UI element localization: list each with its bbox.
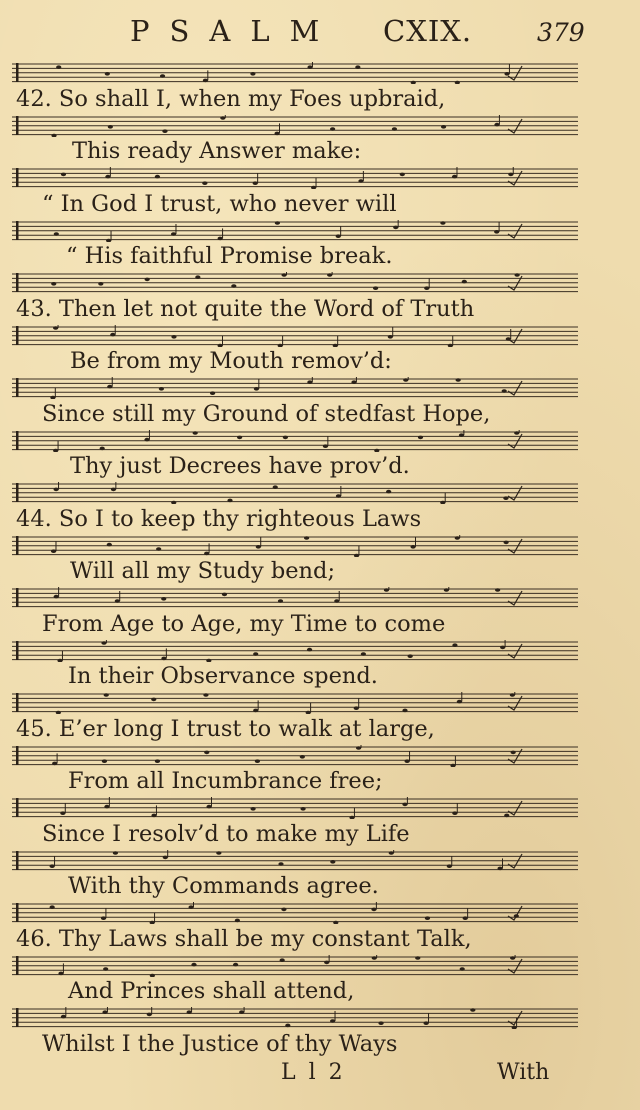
note-head: [54, 488, 59, 492]
note-head: [102, 759, 107, 763]
lyric-line: “ In God I trust, who never will: [42, 191, 397, 217]
note-head: [273, 485, 278, 489]
note-head: [239, 1010, 244, 1014]
note-head: [110, 333, 115, 337]
music-staff: [12, 955, 578, 977]
music-staff: [12, 167, 578, 189]
note-head: [54, 595, 59, 599]
staff-svg: [12, 325, 578, 347]
running-title: PSALM: [130, 14, 340, 48]
note-head: [162, 129, 167, 133]
note-head: [161, 657, 166, 661]
catchword: With: [497, 1060, 550, 1085]
note-head: [300, 755, 305, 759]
staff-svg: [12, 62, 578, 84]
note-head: [440, 221, 445, 225]
note-head: [103, 967, 108, 971]
note-head: [405, 759, 410, 763]
note-head: [384, 588, 389, 592]
lyric-line: 45. E’er long I trust to walk at large,: [16, 716, 435, 742]
note-head: [424, 1021, 429, 1025]
clef-mark: [16, 641, 19, 660]
music-staff: [12, 325, 578, 347]
note-head: [441, 125, 446, 129]
note-head: [51, 549, 56, 553]
music-staff: [12, 692, 578, 714]
note-head: [50, 864, 55, 868]
note-head: [300, 807, 305, 811]
note-head: [54, 232, 59, 236]
note-head: [101, 916, 106, 920]
note-head: [351, 380, 356, 384]
staff-svg: [12, 482, 578, 504]
note-head: [278, 599, 283, 603]
music-staff: [12, 745, 578, 767]
note-head: [510, 956, 515, 960]
note-head: [323, 444, 328, 448]
note-head: [204, 751, 209, 755]
note-head: [280, 958, 285, 962]
note-head: [144, 438, 149, 442]
lyric-line: In their Observance spend.: [68, 663, 378, 689]
note-head: [336, 234, 341, 238]
note-head: [235, 919, 240, 923]
staff-svg: [12, 850, 578, 872]
note-head: [151, 814, 156, 818]
note-head: [104, 693, 109, 697]
note-head: [253, 181, 258, 185]
lyric-line: Since still my Ground of stedfast Hope,: [42, 401, 491, 427]
note-head: [470, 1008, 475, 1012]
note-head: [327, 273, 332, 277]
note-head: [452, 811, 457, 815]
lyric-line: This ready Answer make:: [72, 138, 362, 164]
clef-mark: [16, 378, 19, 397]
clef-mark: [16, 798, 19, 817]
clef-mark: [16, 273, 19, 292]
note-head: [203, 79, 208, 83]
note-head: [231, 284, 236, 288]
note-head: [151, 698, 156, 702]
music-staff: [12, 1007, 578, 1029]
note-head: [459, 433, 464, 437]
note-head: [336, 494, 341, 498]
staff-svg: [12, 640, 578, 662]
clef-mark: [16, 746, 19, 765]
music-staff: [12, 115, 578, 137]
lyric-line: 46. Thy Laws shall be my constant Talk,: [16, 926, 472, 952]
note-head: [58, 972, 63, 976]
note-head: [373, 286, 378, 290]
note-head: [102, 1010, 107, 1014]
music-staff: [12, 535, 578, 557]
staff-svg: [12, 902, 578, 924]
note-head: [253, 709, 258, 713]
note-head: [107, 385, 112, 389]
note-head: [159, 387, 164, 391]
note-head: [392, 127, 397, 131]
note-head: [304, 536, 309, 540]
note-head: [278, 862, 283, 866]
chapter-number: CXIX.: [383, 14, 473, 48]
staff-svg: [12, 377, 578, 399]
note-head: [371, 908, 376, 912]
note-head: [504, 814, 509, 818]
staff-svg: [12, 220, 578, 242]
note-head: [107, 543, 112, 547]
note-head: [274, 132, 279, 136]
note-head: [156, 547, 161, 551]
note-head: [508, 173, 513, 177]
note-head: [356, 746, 361, 750]
lyric-line: With thy Commands agree.: [68, 873, 379, 899]
clef-mark: [16, 851, 19, 870]
note-head: [504, 541, 509, 545]
note-head: [111, 488, 116, 492]
note-head: [402, 709, 407, 713]
note-head: [160, 74, 165, 78]
note-head: [400, 173, 405, 177]
music-staff: [12, 850, 578, 872]
clef-mark: [16, 693, 19, 712]
note-head: [195, 275, 200, 279]
music-staff: [12, 640, 578, 662]
note-head: [456, 378, 461, 382]
note-head: [101, 641, 106, 645]
staff-svg: [12, 955, 578, 977]
note-head: [410, 545, 415, 549]
note-head: [354, 706, 359, 710]
note-head: [250, 72, 255, 76]
note-head: [222, 593, 227, 597]
clef-mark: [16, 536, 19, 555]
note-head: [418, 436, 423, 440]
note-head: [361, 652, 366, 656]
note-head: [495, 588, 500, 592]
music-staff: [12, 377, 578, 399]
lyric-line: 42. So shall I, when my Foes upbraid,: [16, 86, 446, 112]
note-head: [330, 127, 335, 131]
note-head: [372, 956, 377, 960]
note-head: [494, 230, 499, 234]
clef-mark: [16, 956, 19, 975]
staff-svg: [12, 535, 578, 557]
clef-mark: [16, 168, 19, 187]
note-head: [275, 221, 280, 225]
staff-svg: [12, 587, 578, 609]
note-head: [52, 762, 57, 766]
note-head: [510, 693, 515, 697]
lyric-line: And Princes shall attend,: [68, 978, 355, 1004]
staff-svg: [12, 745, 578, 767]
note-head: [163, 856, 168, 860]
clef-mark: [16, 483, 19, 502]
staff-svg: [12, 430, 578, 452]
note-head: [253, 652, 258, 656]
note-head: [105, 175, 110, 179]
staff-svg: [12, 272, 578, 294]
note-head: [206, 805, 211, 809]
note-head: [282, 273, 287, 277]
note-head: [187, 1010, 192, 1014]
note-head: [389, 851, 394, 855]
lyric-line: From all Incumbrance free;: [68, 768, 383, 794]
note-head: [191, 963, 196, 967]
note-head: [415, 956, 420, 960]
lyric-line: Be from my Mouth remov’d:: [70, 348, 392, 374]
lyric-line: From Age to Age, my Time to come: [42, 611, 446, 637]
note-head: [408, 654, 413, 658]
note-head: [393, 226, 398, 230]
note-head: [61, 1015, 66, 1019]
staff-svg: [12, 1007, 578, 1029]
note-head: [378, 1021, 383, 1025]
clef-mark: [16, 588, 19, 607]
note-head: [115, 599, 120, 603]
note-head: [514, 431, 519, 435]
note-head: [403, 378, 408, 382]
note-head: [497, 867, 502, 871]
note-head: [462, 280, 467, 284]
note-head: [460, 967, 465, 971]
note-head: [189, 905, 194, 909]
note-head: [444, 588, 449, 592]
note-head: [307, 65, 312, 69]
note-head: [108, 125, 113, 129]
note-head: [104, 805, 109, 809]
lyric-line: Since I resolv’d to make my Life: [42, 821, 410, 847]
clef-mark: [16, 116, 19, 135]
music-staff: [12, 272, 578, 294]
note-head: [53, 326, 58, 330]
note-head: [355, 65, 360, 69]
note-head: [203, 693, 208, 697]
note-head: [202, 181, 207, 185]
note-head: [281, 908, 286, 912]
note-head: [452, 175, 457, 179]
staff-svg: [12, 797, 578, 819]
note-head: [324, 961, 329, 965]
note-head: [60, 811, 65, 815]
staff-svg: [12, 692, 578, 714]
music-staff: [12, 587, 578, 609]
lyric-line: 44. So I to keep thy righteous Laws: [16, 506, 422, 532]
music-staff: [12, 797, 578, 819]
note-head: [98, 282, 103, 286]
note-head: [307, 648, 312, 652]
note-head: [283, 436, 288, 440]
note-head: [254, 387, 259, 391]
note-head: [113, 851, 118, 855]
note-head: [511, 751, 516, 755]
note-head: [503, 496, 508, 500]
note-head: [233, 963, 238, 967]
music-staff: [12, 220, 578, 242]
note-head: [105, 72, 110, 76]
note-head: [447, 864, 452, 868]
note-head: [227, 499, 232, 503]
note-head: [504, 72, 509, 76]
note-head: [494, 123, 499, 127]
note-head: [155, 175, 160, 179]
note-head: [256, 545, 261, 549]
note-head: [193, 431, 198, 435]
clef-mark: [16, 431, 19, 450]
note-head: [161, 597, 166, 601]
page-header: [0, 6, 640, 56]
note-head: [457, 700, 462, 704]
note-head: [210, 391, 215, 395]
note-head: [145, 278, 150, 282]
clef-mark: [16, 1008, 19, 1027]
note-head: [402, 803, 407, 807]
note-head: [358, 179, 363, 183]
signature-mark: L l 2: [281, 1060, 346, 1085]
note-head: [147, 1013, 152, 1017]
clef-mark: [16, 326, 19, 345]
note-head: [455, 536, 460, 540]
note-head: [334, 599, 339, 603]
note-head: [50, 905, 55, 909]
note-head: [500, 646, 505, 650]
lyric-line: 43. Then let not quite the Word of Truth: [16, 296, 475, 322]
page-number: 379: [537, 18, 585, 47]
note-head: [424, 286, 429, 290]
note-head: [515, 273, 520, 277]
note-head: [220, 116, 225, 120]
clef-mark: [16, 903, 19, 922]
lyric-line: Whilst I the Justice of thy Ways: [42, 1031, 398, 1057]
note-head: [255, 759, 260, 763]
staff-svg: [12, 167, 578, 189]
note-head: [502, 389, 507, 393]
note-head: [56, 65, 61, 69]
music-staff: [12, 482, 578, 504]
note-head: [155, 759, 160, 763]
lyric-line: “ His faithful Promise break.: [66, 243, 393, 269]
clef-mark: [16, 221, 19, 240]
note-head: [330, 860, 335, 864]
music-staff: [12, 62, 578, 84]
note-head: [171, 232, 176, 236]
staff-svg: [12, 115, 578, 137]
note-head: [237, 436, 242, 440]
note-head: [285, 1024, 290, 1028]
lyric-line: Will all my Study bend;: [70, 558, 336, 584]
music-staff: [12, 902, 578, 924]
note-head: [250, 807, 255, 811]
note-head: [463, 916, 468, 920]
note-head: [216, 851, 221, 855]
clef-mark: [16, 63, 19, 82]
lyric-line: Thy just Decrees have prov’d.: [70, 453, 410, 479]
note-head: [100, 447, 105, 451]
note-head: [452, 643, 457, 647]
note-head: [51, 282, 56, 286]
note-head: [171, 335, 176, 339]
note-head: [388, 335, 393, 339]
note-head: [307, 380, 312, 384]
note-head: [218, 237, 223, 241]
music-staff: [12, 430, 578, 452]
note-head: [386, 490, 391, 494]
note-head: [425, 916, 430, 920]
note-head: [204, 552, 209, 556]
note-head: [330, 1019, 335, 1023]
note-head: [61, 173, 66, 177]
